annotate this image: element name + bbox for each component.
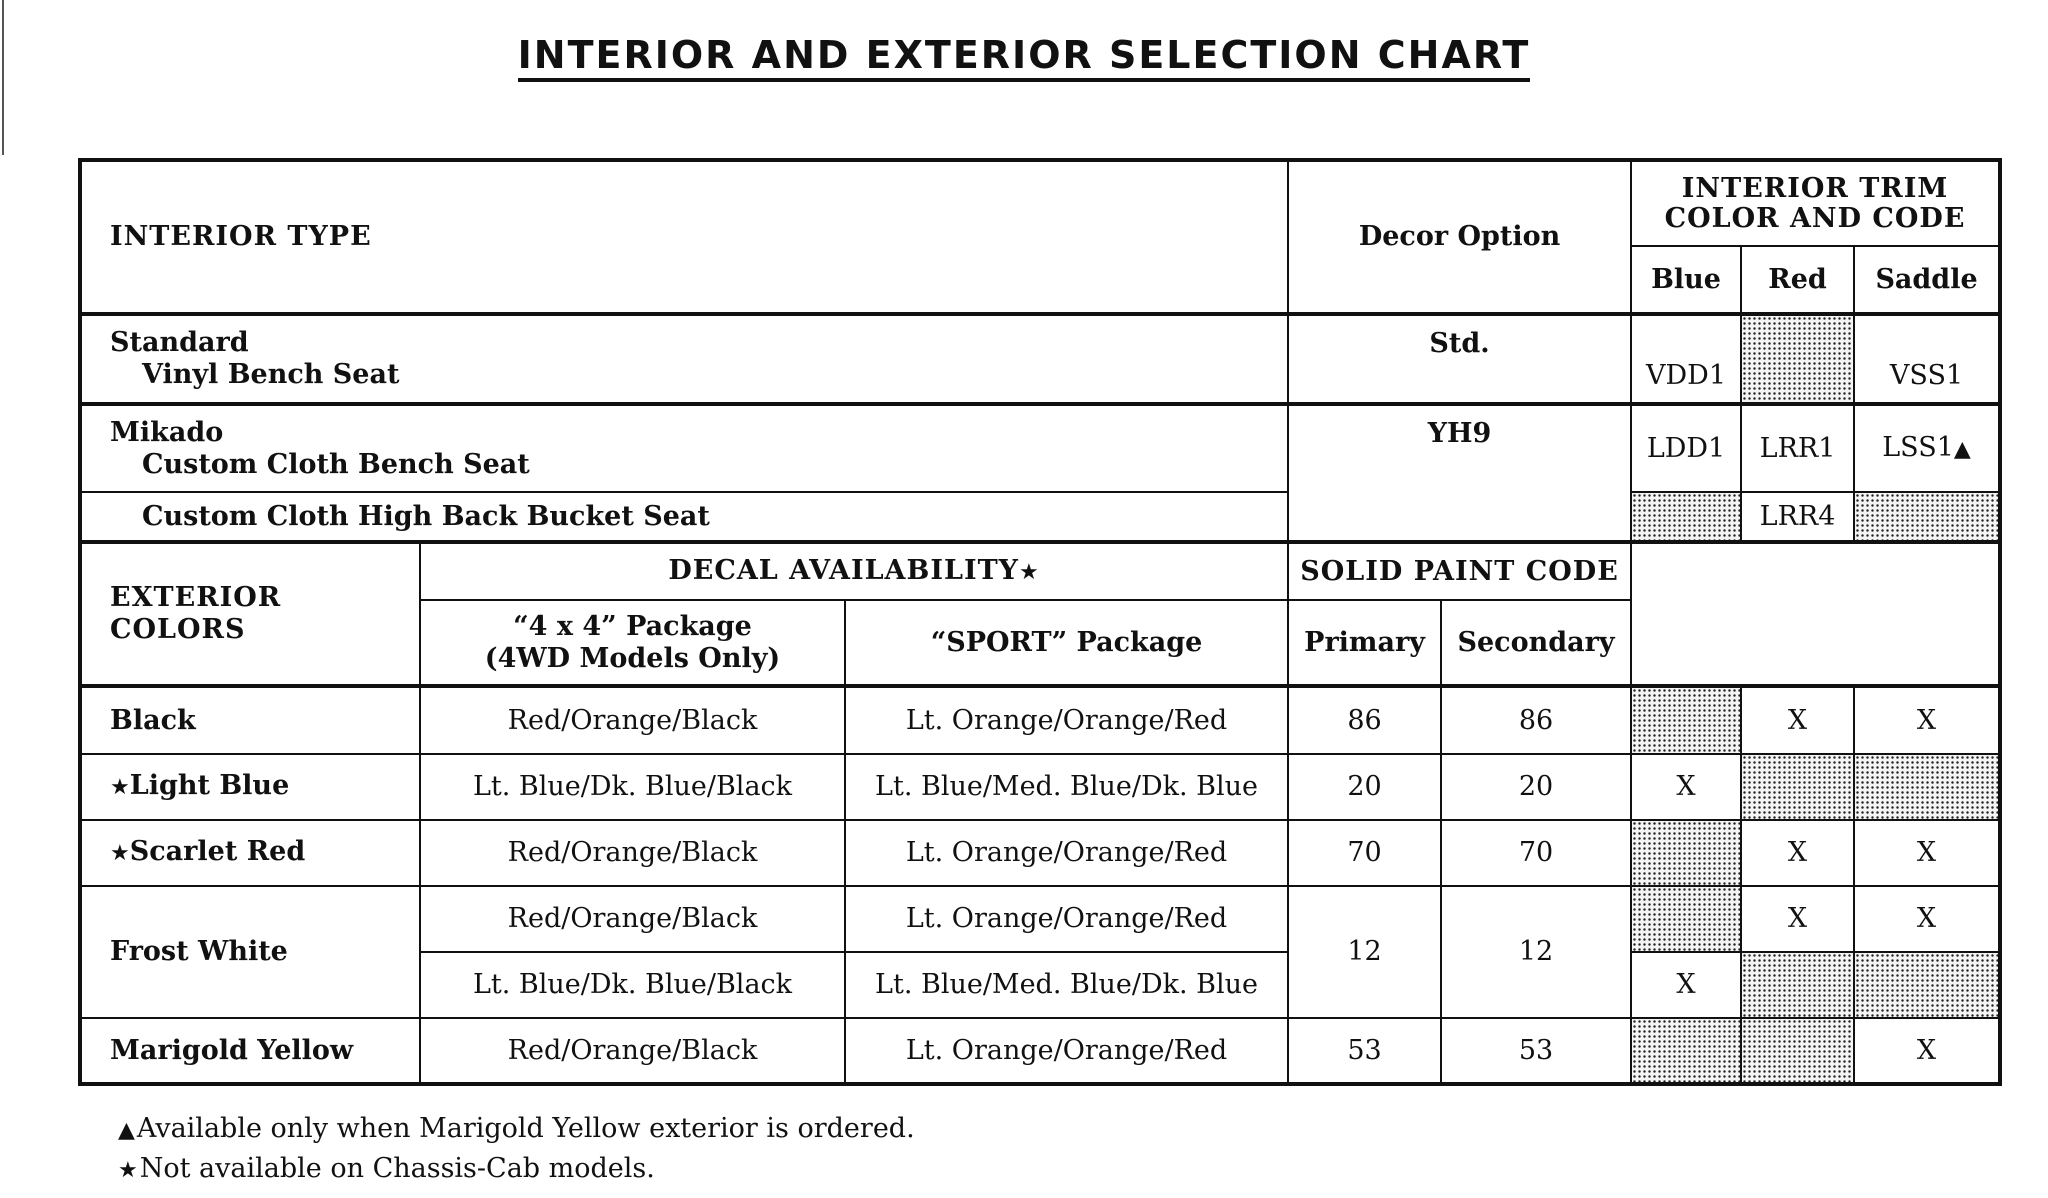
scarlet-red-primary-code: 70 — [1288, 820, 1441, 886]
interior-row-mikado-bucket — [80, 492, 2000, 542]
frost-white-4x4-decal-2: Lt. Blue/Dk. Blue/Black — [420, 952, 845, 1018]
frost-white-secondary-code: 12 — [1441, 886, 1631, 1018]
exterior-light-blue-name: Light Blue — [129, 770, 290, 801]
solid-paint-code-header: SOLID PAINT CODE — [1288, 542, 1631, 600]
exterior-header-row — [80, 542, 2000, 600]
package-4x4-header — [420, 600, 845, 686]
exterior-row-black — [80, 686, 2000, 754]
black-4x4-decal: Red/Orange/Black — [420, 686, 845, 754]
light-blue-secondary-code: 20 — [1441, 754, 1631, 820]
exterior-scarlet-red-label — [80, 820, 420, 886]
exterior-trim-header-blank — [1631, 542, 2000, 686]
star-note-icon: ★ — [110, 841, 130, 866]
trim-saddle-header: Saddle — [1854, 246, 2000, 314]
frost-white-red-mark-1: X — [1741, 886, 1854, 952]
marigold-yellow-blue-unavailable — [1631, 1018, 1741, 1084]
standard-saddle-code: VSS1 — [1854, 314, 2000, 404]
decor-option-header: Decor Option — [1288, 160, 1631, 314]
interior-mikado-label — [80, 404, 1288, 492]
footnote-star — [118, 1150, 915, 1190]
marigold-yellow-primary-code: 53 — [1288, 1018, 1441, 1084]
frost-white-saddle-unavailable-2 — [1854, 952, 2000, 1018]
exterior-frost-white-name: Frost White — [80, 886, 420, 1018]
interior-row-standard — [80, 314, 2000, 404]
marigold-yellow-4x4-decal: Red/Orange/Black — [420, 1018, 845, 1084]
exterior-row-scarlet-red — [80, 820, 2000, 886]
star-note-icon: ★ — [110, 775, 130, 800]
exterior-row-frost-white-1 — [80, 886, 2000, 952]
mikado-bench-saddle-code — [1854, 404, 2000, 492]
page-title — [0, 28, 2048, 82]
black-primary-code: 86 — [1288, 686, 1441, 754]
frost-white-4x4-decal-1: Red/Orange/Black — [420, 886, 845, 952]
package-sport-header: “SPORT” Package — [845, 600, 1288, 686]
light-blue-primary-code: 20 — [1288, 754, 1441, 820]
exterior-row-marigold-yellow — [80, 1018, 2000, 1084]
footnote-triangle-text: Available only when Marigold Yellow exterior is ordered. — [136, 1113, 915, 1144]
frost-white-sport-decal-1: Lt. Orange/Orange/Red — [845, 886, 1288, 952]
scarlet-red-4x4-decal: Red/Orange/Black — [420, 820, 845, 886]
marigold-yellow-sport-decal: Lt. Orange/Orange/Red — [845, 1018, 1288, 1084]
marigold-yellow-red-unavailable — [1741, 1018, 1854, 1084]
scarlet-red-sport-decal: Lt. Orange/Orange/Red — [845, 820, 1288, 886]
mikado-bucket-saddle-unavailable — [1854, 492, 2000, 542]
mikado-bucket-red-code: LRR4 — [1741, 492, 1854, 542]
interior-standard-seat: Vinyl Bench Seat — [142, 359, 400, 390]
frost-white-sport-decal-2: Lt. Blue/Med. Blue/Dk. Blue — [845, 952, 1288, 1018]
frost-white-primary-code: 12 — [1288, 886, 1441, 1018]
footnotes — [118, 1110, 915, 1190]
scarlet-red-red-mark: X — [1741, 820, 1854, 886]
secondary-header: Secondary — [1441, 600, 1631, 686]
primary-header: Primary — [1288, 600, 1441, 686]
frost-white-saddle-mark-1: X — [1854, 886, 2000, 952]
interior-mikado-seat2: Custom Cloth High Back Bucket Seat — [80, 492, 1288, 542]
exterior-row-light-blue — [80, 754, 2000, 820]
selection-chart-table — [78, 158, 2002, 1086]
scarlet-red-secondary-code: 70 — [1441, 820, 1631, 886]
package-4x4-note: (4WD Models Only) — [484, 642, 781, 674]
footnote-star-text: Not available on Chassis-Cab models. — [139, 1153, 655, 1184]
page-title-text: INTERIOR AND EXTERIOR SELECTION CHART — [518, 33, 1531, 82]
package-4x4-title: “4 x 4” Package — [513, 610, 752, 642]
scarlet-red-blue-unavailable — [1631, 820, 1741, 886]
black-secondary-code: 86 — [1441, 686, 1631, 754]
black-saddle-mark: X — [1854, 686, 2000, 754]
frost-white-blue-unavailable-1 — [1631, 886, 1741, 952]
frost-white-blue-mark-2: X — [1631, 952, 1741, 1018]
light-blue-blue-mark: X — [1631, 754, 1741, 820]
black-red-mark: X — [1741, 686, 1854, 754]
trim-blue-header: Blue — [1631, 246, 1741, 314]
trim-color-code-header: INTERIOR TRIM COLOR AND CODE — [1631, 160, 2000, 246]
light-blue-red-unavailable — [1741, 754, 1854, 820]
frost-white-red-unavailable-2 — [1741, 952, 1854, 1018]
standard-decor-code: Std. — [1288, 314, 1631, 404]
triangle-note-icon: ▲ — [118, 1118, 135, 1143]
exterior-colors-header: EXTERIOR COLORS — [80, 542, 420, 686]
mikado-bucket-blue-unavailable — [1631, 492, 1741, 542]
mikado-decor-code: YH9 — [1288, 404, 1631, 542]
light-blue-saddle-unavailable — [1854, 754, 2000, 820]
interior-standard-label — [80, 314, 1288, 404]
interior-type-header: INTERIOR TYPE — [80, 160, 1288, 314]
interior-header-row — [80, 160, 2000, 246]
light-blue-4x4-decal: Lt. Blue/Dk. Blue/Black — [420, 754, 845, 820]
decal-availability-header — [420, 542, 1288, 600]
mikado-bench-blue-code: LDD1 — [1631, 404, 1741, 492]
triangle-note-icon: ▲ — [1953, 436, 1971, 462]
mikado-bench-red-code: LRR1 — [1741, 404, 1854, 492]
marigold-yellow-saddle-mark: X — [1854, 1018, 2000, 1084]
interior-standard-name: Standard — [110, 327, 249, 358]
black-sport-decal: Lt. Orange/Orange/Red — [845, 686, 1288, 754]
footnote-triangle — [118, 1110, 915, 1150]
exterior-black-name: Black — [80, 686, 420, 754]
interior-mikado-name: Mikado — [110, 416, 224, 448]
black-blue-unavailable — [1631, 686, 1741, 754]
interior-mikado-seat1: Custom Cloth Bench Seat — [142, 448, 530, 480]
standard-red-unavailable — [1741, 314, 1854, 404]
marigold-yellow-secondary-code: 53 — [1441, 1018, 1631, 1084]
mikado-bench-saddle-value: LSS1 — [1882, 431, 1954, 463]
interior-row-mikado-bench — [80, 404, 2000, 492]
exterior-marigold-yellow-name: Marigold Yellow — [80, 1018, 420, 1084]
exterior-scarlet-red-name: Scarlet Red — [129, 836, 306, 867]
scarlet-red-saddle-mark: X — [1854, 820, 2000, 886]
exterior-light-blue-label — [80, 754, 420, 820]
standard-blue-code: VDD1 — [1631, 314, 1741, 404]
star-note-icon: ★ — [1018, 559, 1040, 585]
light-blue-sport-decal: Lt. Blue/Med. Blue/Dk. Blue — [845, 754, 1288, 820]
trim-red-header: Red — [1741, 246, 1854, 314]
decal-availability-text: DECAL AVAILABILITY — [668, 554, 1019, 586]
star-note-icon: ★ — [118, 1158, 138, 1183]
